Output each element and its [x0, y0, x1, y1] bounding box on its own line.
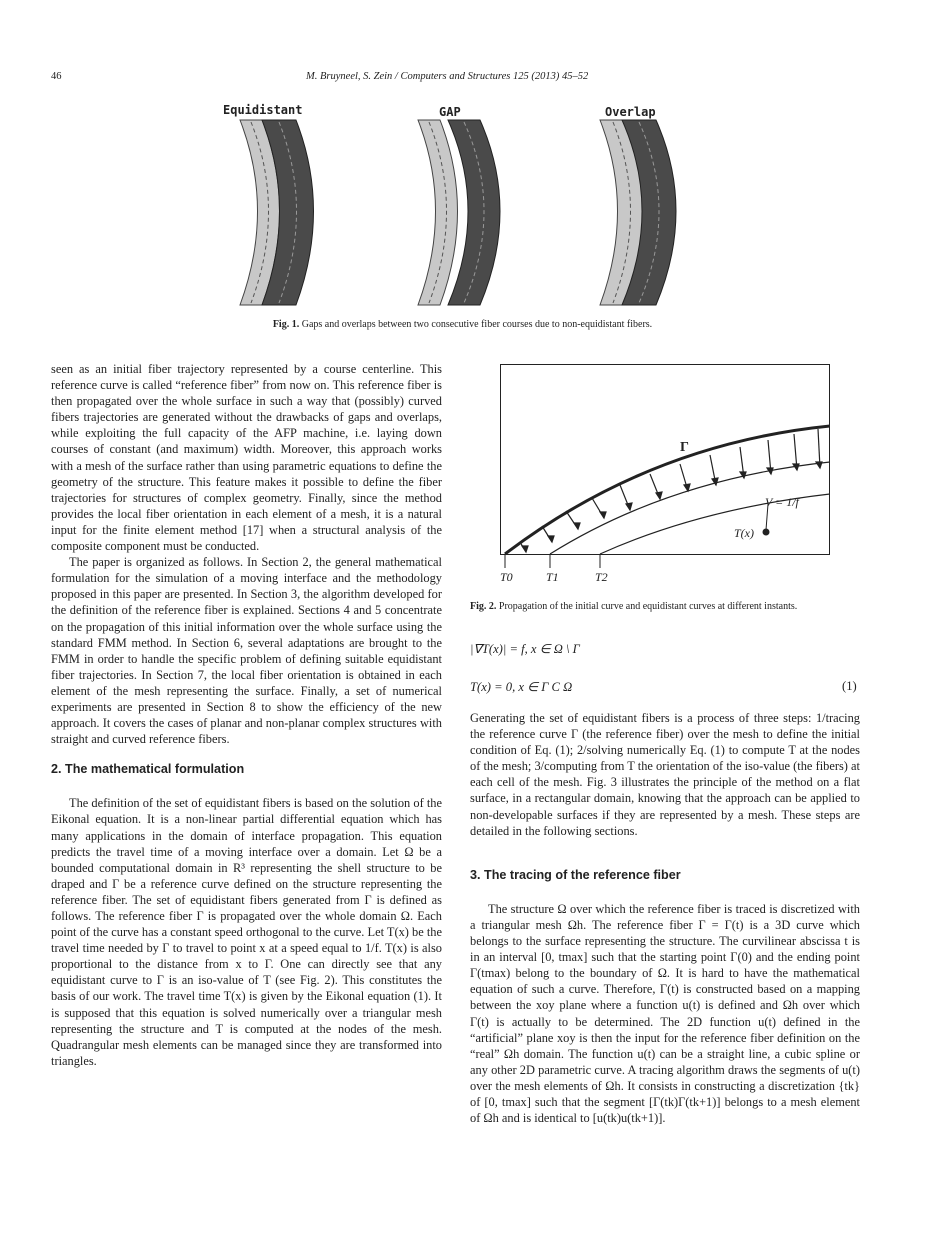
- gamma-label: Γ: [680, 440, 689, 455]
- paragraph: The paper is organized as follows. In Section 2, the general mathematical formulation for the simulation of a moving interface and the methodology proposed in this paper are presented. In Section 3, the algorithm developed for the definition of the reference fiber is explained. Sections 4 and 5 concentrate on the propagation of this initial information over the whole surface using the standard FMM method. In Section 6, several adaptations are brought to the FMM in order to handle the specific problem of defining suitable equidistant fiber trajectories. In Section 7, the local fiber orientation is obtained in each element of the mesh representing the surface. Finally, a set of numerical experiments are presented in Section 8 to show the efficiency of the new approach. It covers the cases of planar and non-planar complex structures with straight and curved reference fibers.: [51, 555, 442, 747]
- overlap-panel: [600, 120, 676, 305]
- section-3-heading: 3. The tracing of the reference fiber: [470, 867, 681, 882]
- right-column: [470, 710, 860, 1126]
- equation-line-1: |∇T(x)| = f, x ∈ Ω \ Γ: [470, 642, 580, 656]
- tick-label: T1: [546, 570, 559, 584]
- paragraph: Generating the set of equidistant fibers is a process of three steps: 1/tracing the reference curve Γ (the reference fiber) over the mesh to define the initial condition of Eq. (1); 2/solving numerically Eq. (1) to compute T at the nodes of the mesh; 3/computing from T the orientation of the iso-value (the fibers) at each cell of the mesh. Fig. 3 illustrates the principle of the method on a flat surface, in a rectangular domain, knowing that the approach can be applied to non-developable surfaces if they are represented by a mesh. These steps are detailed in the following sections.: [470, 711, 860, 838]
- panel-label-equidistant: Equidistant: [223, 103, 303, 117]
- paragraph: The definition of the set of equidistant fibers is based on the solution of the Eikonal equation. It is a non-linear partial differential equation which has many applications in the domain of interface propagation. This equation predicts the travel time of a moving interface over a domain. Let Ω be a bounded computational domain in R³ representing the shell structure to be draped and Γ be a reference curve defined on the structure representing the reference fiber. The set of equidistant fibers generated from Γ is defined as follows. The reference fiber Γ is propagated over the whole domain Ω. Each point of the curve has a constant speed orthogonal to the curve. Let T(x) be the travel time needed by Γ to travel to point x at a speed equal to 1/f. T(x) is also proportional to the distance from x to Γ. One can directly see that any equidistant curve to Γ is an iso-value of T (see Fig. 2). This constitutes the basis of our work. The travel time T(x) is given by the Eikonal equation (1). It is supposed that this equation is solved numerically over a triangular mesh representing the structure and T is computed at the nodes of the mesh. Quadrangular mesh elements can be managed since they are transformed into triangles.: [51, 796, 442, 1068]
- figure-1: [200, 100, 720, 315]
- panel-label-overlap: Overlap: [605, 105, 656, 119]
- figure-2-caption-label: Fig. 2.: [470, 601, 497, 612]
- figure-1-caption-text: Gaps and overlaps between two consecutive fiber courses due to non-equidistant fibers.: [301, 319, 653, 330]
- tick-label: T2: [595, 570, 608, 584]
- figure-2-caption: [470, 601, 870, 612]
- paragraph: The structure Ω over which the reference fiber is traced is discretized with a triangular mesh Ωh. The reference fiber Γ = Γ(t) is a 3D curve which belongs to the surface representing the structure. The curvilinear abscissa t is in an interval [0, tmax] such that the starting point Γ(0) and the ending point Γ(tmax) belong to the boundary of Ω. It is hard to have the mathematical equation of such a curve. Therefore, Γ(t) is constructed based on a mapping between the xoy plane where a function u(t) is defined and Ωh over which Γ(t) is actually to be determined. The 2D function u(t) defined in the “artificial” plane xoy is then the input for the reference fiber definition on the “real” Ωh domain. The function u(t) can be a straight line, a cubic spline or any other 2D parametric curve. A tracing algorithm draws the segments of u(t) over the mesh elements of Ωh. It consists in constructing a discretization {tk} of [0, tmax] such that the segment [Γ(tk)Γ(tk+1)] belongs to a mesh element of Ωh and is identical to [u(tk)u(tk+1)].: [470, 901, 860, 1126]
- page-number: 46: [51, 71, 62, 82]
- figure-1-graphic: [200, 100, 720, 315]
- speed-label: V = 1/f: [765, 495, 799, 509]
- tick-label: T0: [500, 570, 513, 584]
- equation-number: (1): [842, 679, 857, 693]
- gap-panel: [418, 120, 500, 305]
- left-column: [51, 361, 442, 1069]
- equidistant-panel: [240, 120, 314, 305]
- paragraph: seen as an initial fiber trajectory represented by a course centerline. This reference curve is called “reference fiber” from now on. This reference fiber is then propagated over the whole surface in such a way that (possibly) curved fibers trajectories are generated without the drawbacks of gaps and overlaps, while exploiting the full capacity of the AFP machine, i.e. laying down courses of constant (and maximum) width. Moreover, this approach works with a mesh of the surface rather than using parametric equations to define the geometry of the structure. This feature makes it possible to define the fiber trajectories for structures of complex geometry. Finally, since the method provides the local fiber orientation in each element of a mesh, it is a natural input for the finite element method [17] when a structural analysis of the composite component must be conducted.: [51, 362, 442, 554]
- figure-2: [500, 364, 830, 594]
- figure-1-caption: [0, 319, 925, 330]
- figure-2-caption-text: Propagation of the initial curve and equidistant curves at different instants.: [498, 601, 798, 612]
- figure-1-caption-label: Fig. 1.: [272, 319, 300, 330]
- equation-line-2: T(x) = 0, x ∈ Γ C Ω: [470, 680, 573, 694]
- panel-label-gap: GAP: [439, 105, 461, 119]
- running-title: M. Bruyneel, S. Zein / Computers and Structures 125 (2013) 45–52: [306, 71, 589, 82]
- point-label: T(x): [734, 526, 754, 540]
- figure-2-graphic: [500, 364, 830, 594]
- section-2-heading: 2. The mathematical formulation: [51, 762, 245, 777]
